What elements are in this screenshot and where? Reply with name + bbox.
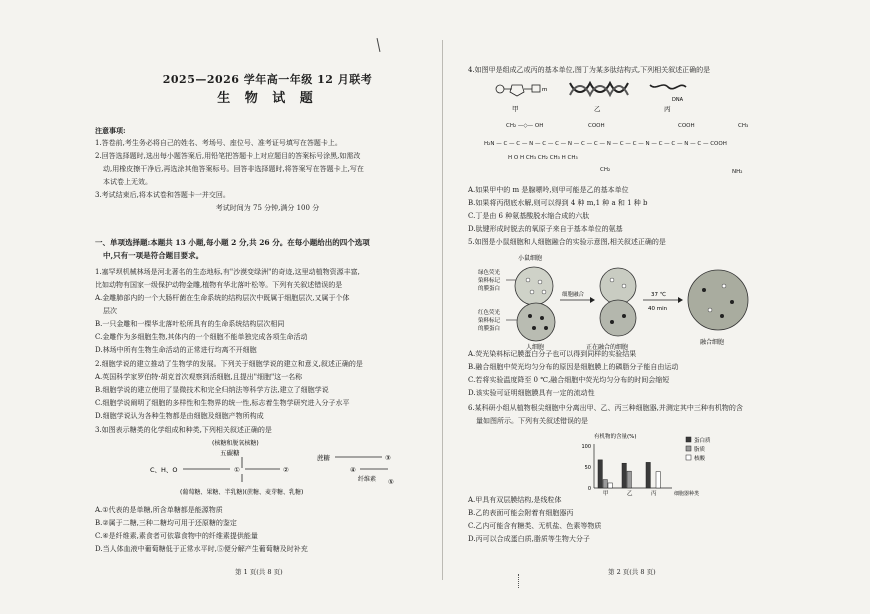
- q1-line: 比如动物有国家一级保护动物金雕,植物有华北落叶松等。下列有关叙述错误的是: [95, 281, 343, 289]
- diagram-circle-2: ②: [283, 466, 289, 474]
- notice-line: 本试卷上无效。: [103, 178, 152, 186]
- question-2: [95, 358, 363, 423]
- svg-text:CH₂ —◇— OH: CH₂ —◇— OH: [506, 123, 544, 129]
- question-6: [468, 402, 743, 428]
- x-tick-label: 丙: [651, 491, 657, 497]
- svg-text:COOH: COOH: [678, 123, 695, 129]
- q2-option-a: A.英国科学家罗伯特·胡克首次观察到活细胞,且提出"细胞"这一名称: [95, 373, 303, 381]
- fig-m-label: m: [542, 87, 548, 93]
- fig-label-jia: 甲: [512, 105, 519, 113]
- diagram-circle-5: ⑤: [388, 478, 394, 486]
- label-red-protein-2: 染料标记: [478, 318, 501, 324]
- q3-option-d: D.当人体血液中葡萄糖低于正常水平时,⑤便分解产生葡萄糖及时补充: [95, 545, 308, 553]
- label-human-cell: 人细胞: [526, 344, 545, 351]
- time-line: 考试时间为 75 分钟,满分 100 分: [215, 204, 320, 212]
- fig-label-yi: 乙: [594, 105, 601, 113]
- fig-dna-label: DNA: [672, 97, 684, 103]
- x-tick-label: 甲: [603, 491, 609, 497]
- label-green-protein-3: 的膜蛋白: [478, 286, 501, 292]
- label-red-protein-3: 的膜蛋白: [478, 326, 501, 332]
- q5-option-a: A.荧光染料标记膜蛋白分子也可以得到同样的实验结果: [468, 350, 637, 358]
- legend-label: 核酸: [694, 456, 706, 462]
- notice-heading: 注意事项:: [95, 126, 126, 135]
- label-fusion: 细胞融合: [562, 292, 585, 298]
- organelle-chart: [568, 430, 758, 502]
- bar-脂质: [603, 480, 607, 488]
- question-5-options: [468, 348, 678, 400]
- label-fusing: 正在融合的细胞: [586, 344, 629, 351]
- label-temp: 37 ℃: [651, 292, 666, 298]
- svg-text:CH₂: CH₂: [600, 167, 611, 173]
- page-footer-left: 第 1 页(共 8 页): [235, 568, 283, 576]
- bar-脂质: [627, 471, 631, 488]
- question-4-options: [468, 184, 666, 249]
- question-6-options: [468, 494, 601, 546]
- q3-option-c: C.④是纤维素,素食者可依靠食物中的纤维素提供能量: [95, 532, 258, 540]
- label-time: 40 min: [648, 306, 668, 312]
- q3-option-a: A.①代表的是单糖,所含单糖都是能源物质: [95, 506, 223, 514]
- notice-line: 1.答卷前,考生务必将自己的姓名、考场号、座位号、准考证号填写在答题卡上。: [95, 139, 342, 147]
- notice-line: 动,用橡皮擦干净后,再选涂其他答案标号。回答非选择题时,将答案写在答题卡上,写在: [103, 165, 364, 173]
- q1-option-d: D.林场中所有生物生命活动的正常进行均离不开细胞: [95, 346, 257, 354]
- q6-stem-2: 量如图所示。下列有关叙述错误的是: [476, 417, 588, 425]
- fused-cell: [688, 270, 748, 330]
- q3-stem: 3.如图表示糖类的化学组成和种类,下列相关叙述正确的是: [95, 426, 272, 434]
- q6-option-d: D.丙可以合成蛋白质,脂质等生物大分子: [468, 535, 590, 543]
- x-tick-label: 乙: [627, 491, 633, 497]
- label-red-protein: 红色荧光: [478, 310, 501, 316]
- exam-title: 2025—2026 学年高一年级 12 月联考: [162, 73, 373, 86]
- sugar-diagram: [150, 436, 430, 500]
- q4-stem: 4.如图甲是组成乙或丙的基本单位,图丁为某多肽结构式,下列相关叙述正确的是: [468, 66, 711, 74]
- q4-option-b: B.如果将丙彻底水解,则可以得到 4 种 m,1 种 a 和 1 种 b: [468, 199, 648, 207]
- notice-line: 2.回答选择题时,选出每小题答案后,用铅笔把答题卡上对应题目的答案标号涂黑,如需改: [95, 152, 361, 160]
- q2-option-c: C.细胞学说阐明了细胞的多样性和生物界的统一性,标志着生物学研究进入分子水平: [95, 399, 350, 407]
- q6-option-c: C.乙内可能含有糖类、无机盐、色素等物质: [468, 522, 602, 530]
- section-one: [95, 236, 370, 262]
- peptide-structure: [480, 117, 800, 183]
- y-tick-label: 50: [584, 465, 591, 471]
- q2-stem: 2.细胞学说的建立推动了生物学的发展。下列关于细胞学说的建立和意义,叙述正确的是: [95, 360, 363, 368]
- subject-title: 生 物 试 题: [217, 91, 318, 106]
- question-1: [95, 266, 360, 357]
- q4-option-d: D.肽键形成时脱去的氧原子来自于基本单位的氨基: [468, 225, 623, 233]
- notice-block: [95, 124, 440, 215]
- q1-option-a-cont: 层次: [103, 307, 117, 315]
- q4-option-c: C.丁是由 6 种氨基酸脱水缩合成的六肽: [468, 212, 590, 220]
- section-heading: 一、单项选择题:本题共 13 小题,每小题 2 分,共 26 分。在每小题给出的四个选项: [95, 238, 370, 247]
- question-4: [468, 64, 710, 77]
- q5-option-c: C.若将实验温度降至 0 ℃,融合细胞中荧光均匀分布的时间会缩短: [468, 376, 670, 384]
- svg-text:H₂N — C — C — N — C — C — N —: H₂N — C — C — N — C — C — N — C — C — N — C — C — N — C — C — N — C — COOH: [484, 141, 727, 147]
- diagram-elements: C、H、O: [150, 466, 178, 474]
- diagram-top-label: (核糖和脱氧核糖): [212, 440, 259, 447]
- diagram-circle-3: ③: [385, 454, 391, 462]
- diagram-bottom-label: (葡萄糖、果糖、半乳糖)(蔗糖、麦芽糖、乳糖): [180, 489, 304, 496]
- legend-label: 脂质: [694, 447, 706, 453]
- svg-text:H O H CH₃: H O H CH₃ CH₂ CH₃ H CH₃: [508, 155, 578, 161]
- y-tick-label: 0: [587, 486, 591, 492]
- svg-text:CH₃: CH₃: [738, 123, 749, 129]
- page-footer-right: 第 2 页(共 8 页): [608, 568, 656, 576]
- human-cell: [517, 303, 555, 341]
- q4-option-a: A.如果甲中的 m 是腺嘌呤,则甲可能是乙的基本单位: [468, 186, 629, 194]
- q1-option-c: C.金雕作为多细胞生物,其体内的一个细胞不能单独完成各项生命活动: [95, 333, 308, 341]
- q6-option-b: B.乙的表面可能会附着有细胞器丙: [468, 509, 574, 517]
- q2-option-b: B.细胞学说的建立使用了显微技术和完全归纳法等科学方法,建立了细胞学说: [95, 386, 329, 394]
- q3-option-b: B.②属于二糖,三种二糖均可用于还原糖的鉴定: [95, 519, 237, 527]
- legend-swatch: [686, 437, 691, 442]
- diagram-circle-4: ④: [350, 466, 356, 474]
- bar-核酸: [608, 483, 612, 488]
- diagram-circle-1: ①: [234, 466, 240, 474]
- bar-蛋白质: [622, 463, 626, 488]
- fig-label-bing: 丙: [664, 105, 671, 113]
- q1-option-b: B.一只金雕和一棵华北落叶松所具有的生命系统结构层次相同: [95, 320, 285, 328]
- label-fused-cell: 融合细胞: [700, 339, 725, 346]
- legend-label: 蛋白质: [694, 438, 711, 444]
- section-heading-2: 中,只有一项是符合题目要求。: [103, 251, 204, 260]
- bar-蛋白质: [646, 462, 650, 488]
- q2-option-d: D.细胞学说认为各种生物都是由细胞及细胞产物所构成: [95, 412, 264, 420]
- svg-text:NH₂: NH₂: [732, 169, 743, 175]
- legend-swatch: [686, 446, 691, 451]
- question-3-options: [95, 504, 308, 556]
- x-axis-label: 细胞器种类: [674, 491, 700, 497]
- q1-option-a: A.金雕肺部内的一个大肠杆菌在生命系统的结构层次中既属于细胞层次,又属于个体: [95, 294, 350, 302]
- chart-title: 有机物的含量(%): [594, 434, 637, 440]
- y-tick-label: 100: [581, 444, 591, 450]
- legend-swatch: [686, 455, 691, 460]
- nucleotide-figure: [490, 77, 720, 115]
- right-page: [468, 0, 813, 614]
- notice-line: 3.考试结束后,将本试卷和答题卡一并交回。: [95, 191, 230, 199]
- q6-stem: 6.某科研小组从植物根尖细胞中分离出甲、乙、丙三种细胞器,并测定其中三种有机物的含: [468, 404, 743, 412]
- diagram-sucrose: 蔗糖: [317, 454, 330, 462]
- bar-核酸: [656, 472, 660, 488]
- bar-蛋白质: [598, 460, 602, 488]
- q5-stem: 5.如图是小鼠细胞和人细胞融合的实验示意图,相关叙述正确的是: [468, 238, 666, 246]
- diagram-cellulose: 纤维素: [358, 476, 377, 483]
- label-mouse-cell: 小鼠细胞: [518, 255, 543, 262]
- label-green-protein: 绿色荧光: [478, 270, 501, 276]
- q6-option-a: A.甲具有双层膜结构,是线粒体: [468, 496, 562, 504]
- left-page: [95, 0, 440, 614]
- label-green-protein-2: 染料标记: [478, 278, 501, 284]
- diagram-pentose: 五碳糖: [220, 449, 240, 457]
- cell-fusion-diagram: [478, 252, 778, 352]
- q1-line: 1.塞罕坝机械林场是河北著名的生态地标,有"沙漠变绿洲"的奇迹,这里动植物资源丰富,: [95, 268, 360, 276]
- page-divider: [442, 40, 443, 580]
- svg-text:COOH: COOH: [588, 123, 605, 129]
- q5-option-d: D.该实验可证明细胞膜具有一定的流动性: [468, 389, 595, 397]
- mouse-cell: [515, 267, 553, 305]
- q5-option-b: B.融合细胞中荧光均匀分布的原因是细胞膜上的磷脂分子能自由运动: [468, 363, 679, 371]
